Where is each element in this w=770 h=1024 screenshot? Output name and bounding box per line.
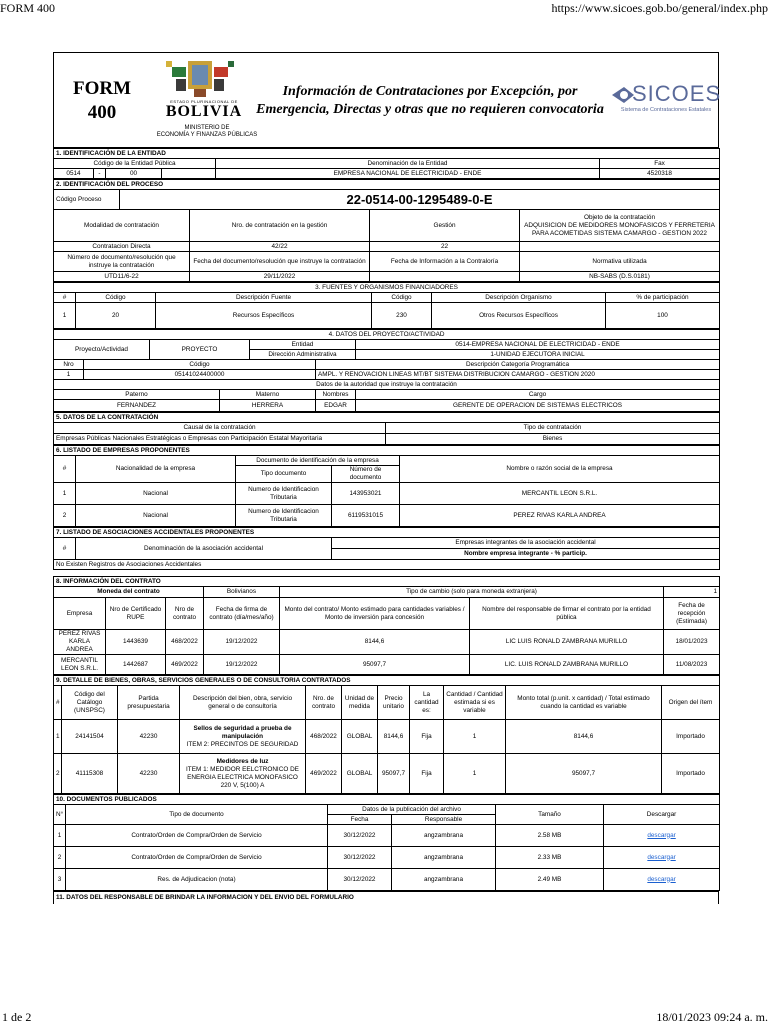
modalidad: Contratacion Directa [54,242,190,252]
cell-numero-doc: 6119531015 [332,505,400,527]
h-fecha-documento: Fecha del documento/resolución que instruye la contratación [190,252,370,272]
h-tipo-doc: Tipo documento [236,466,332,483]
bolivia-small: ESTADO PLURINACIONAL DE [170,99,238,104]
desc-bold: Medidores de luz [216,757,269,765]
cell-recepcion: 18/01/2023 [664,630,720,655]
cargo: GERENTE DE OPERACION DE SISTEMAS ELECTRICOS [356,400,720,412]
cell-certificado: 1442687 [106,655,166,675]
h-responsable: Responsable [392,815,496,825]
cell-num: 1 [54,720,62,754]
h-precio: Precio unitario [378,686,410,720]
fax: 4520318 [600,169,720,179]
form-banner [53,52,722,148]
download-link[interactable]: descargar [647,875,676,883]
h-codigo-fuente: Código [76,293,156,303]
cell-nacionalidad: Nacional [76,483,236,505]
tipo-cambio: 1 [664,587,720,598]
cell-empresa: PEREZ RIVAS KARLA ANDREA [54,630,106,655]
print-title: FORM 400 [0,1,56,15]
h-entidad: Entidad [250,340,356,350]
table-row [54,720,720,754]
tipo-contratacion: Bienes [386,434,720,445]
cell-nombre: MERCANTIL LEON S.R.L. [400,483,720,505]
h-modalidad: Modalidad de contratación [54,210,190,242]
cell-tipo-doc: Numero de Identificacion Tributaria [236,505,332,527]
cell-num: 3 [54,869,66,891]
h-cantidad: Cantidad / Cantidad estimada si es variable [444,686,506,720]
h-cargo: Cargo [356,390,720,400]
cell-cantidad: 1 [444,720,506,754]
cell-fecha: 30/12/2022 [328,847,392,869]
h-origen: Origen del ítem [662,686,720,720]
section-10-title: 10. DOCUMENTOS PUBLICADOS [54,795,720,805]
desc-text: ITEM 2: PRECINTOS DE SEGURIDAD [186,740,299,748]
form-number: 400 [87,102,117,123]
h-catalogo: Código del Catálogo (UNSPSC) [62,686,118,720]
h-certificado: Nro de Certificado RUPE [106,598,166,630]
cell-certificado: 1443639 [106,630,166,655]
cell-fecha: 19/12/2022 [204,630,280,655]
nombres: EDGAR [316,400,356,412]
cell-num: 2 [54,505,76,527]
cell-descargar [604,869,720,891]
table-row [54,847,720,869]
section-9-table [53,675,720,794]
cell-tipo: Contrato/Orden de Compra/Orden de Servicio [66,847,328,869]
h-codigo-entidad: Código de la Entidad Pública [54,159,216,169]
ministry-line2: ECONOMÍA Y FINANZAS PÚBLICAS [156,132,258,138]
cell-descargar [604,847,720,869]
cell-organismo: Otros Recursos Específicos [432,303,606,329]
cell-fecha: 30/12/2022 [328,825,392,847]
ministry-line1: MINISTERIO DE [184,125,230,131]
empty-associations: No Existen Registros de Asociaciones Accidentales [54,560,720,570]
cell-recepcion: 11/08/2023 [664,655,720,675]
form-label: FORM [72,78,132,99]
desc-text: ITEM 1: MEDIDOR EELCTRONICO DE ENERGIA ELECTRICA MONOFASICO 220 V, 5(100) A [186,765,299,789]
cell-monto: 95097,7 [280,655,470,675]
cell-cantidad: 1 [444,754,506,794]
cell-nacionalidad: Nacional [76,505,236,527]
h-normativa: Normativa utilizada [520,252,720,272]
h-fecha: Fecha [328,815,392,825]
section-9-title: 9. DETALLE DE BIENES, OBRAS, SERVICIOS GENERALES O DE CONSULTORIA CONTRATADOS [54,676,720,686]
h-codigo-proceso: Código Proceso [54,190,120,210]
nro-documento: UTD11/6-22 [54,272,190,282]
paterno: FERNANDEZ [54,400,220,412]
cell-contrato: 468/2022 [306,720,342,754]
h-responsable: Nombre del responsable de firmar el contrato por la entidad pública [470,598,664,630]
h-nombres: Nombres [316,390,356,400]
codigo-a: 0514 [54,169,94,179]
section-4-title: 4. DATOS DEL PROYECTO/ACTIVIDAD [54,330,720,340]
section-1-table [53,148,720,179]
h-fecha-recepcion: Fecha de recepción (Estimada) [664,598,720,630]
h-num: # [54,456,76,483]
cell-responsable: LIC. LUIS RONALD ZAMBRANA MURILLO [470,655,664,675]
table-row [54,754,720,794]
cell-fecha: 19/12/2022 [204,655,280,675]
cell-unidad: GLOBAL [342,754,378,794]
h-tipo-cambio: Tipo de cambio (solo para moneda extranjera) [280,587,664,598]
h-gestion: Gestión [370,210,520,242]
section-8-title: 8. INFORMACIÓN DEL CONTRATO [54,577,720,587]
page-title [250,83,610,119]
h-monto: Monto del contrato/ Monto estimado para cantidades variables / Monto de inversión para concesión [280,598,470,630]
h-monto-total: Monto total (p.unit. x cantidad) / Total estimado cuando la cantidad es variable [506,686,662,720]
cell-contrato: 469/2022 [306,754,342,794]
h-direccion: Dirección Administrativa [250,350,356,360]
table-row [54,505,720,527]
cell-responsable: angzambrana [392,869,496,891]
cell-num: 2 [54,847,66,869]
h-documento: Documento de identificación de la empresa [236,456,400,466]
h-tipo-documento: Tipo de documento [66,805,328,825]
cell-tamano: 2.49 MB [496,869,604,891]
cell-cantidad-es: Fija [410,720,444,754]
h-numero-doc: Número de documento [332,466,400,483]
fecha-documento: 29/11/2022 [190,272,370,282]
cell-origen: Importado [662,754,720,794]
h-objeto: Objeto de la contratación [583,213,656,221]
h-tamano: Tamaño [496,805,604,825]
bolivia-name: BOLIVIA [165,103,243,120]
objeto-cell [520,210,720,242]
section-5-title: 5. DATOS DE LA CONTRATACIÓN [54,413,720,423]
materno: HERRERA [220,400,316,412]
cell-tipo-doc: Numero de Identificacion Tributaria [236,483,332,505]
form-title [62,77,142,125]
codigo-cat: 05141024400000 [84,370,316,380]
h-empresa: Empresa [54,598,106,630]
h-descripcion: Descripción del bien, obra, servicio general o de consultoría [180,686,306,720]
h-materno: Materno [220,390,316,400]
h-integrantes: Empresas integrantes de la asociación accidental [332,538,720,549]
cell-contrato: 469/2022 [166,655,204,675]
cell-contrato: 468/2022 [166,630,204,655]
objeto: ADQUISICION DE MEDIDORES MONOFASICOS Y FERRETERIA PARA ACOMETIDAS SISTEMA CAMARGO - GESTION 2022 [524,221,715,237]
codigo-proceso: 22-0514-00-1295489-0-E [120,190,720,210]
cell-partida: 42230 [118,754,180,794]
cell-fuente: Recursos Específicos [156,303,372,329]
h-fax: Fax [600,159,720,169]
normativa: NB-SABS (D.S.0181) [520,272,720,282]
ministry-label [142,125,272,139]
h-desc-org: Descripción Organismo [432,293,606,303]
h-denominacion: Denominación de la asociación accidental [76,538,332,560]
section-7-table [53,527,720,570]
h-moneda: Moneda del contrato [54,587,204,598]
cell-tipo: Res. de Adjudicacion (nota) [66,869,328,891]
h-nro-contrato: Nro de contrato [166,598,204,630]
download-link[interactable]: descargar [647,853,676,861]
proyecto: PROYECTO [150,340,250,360]
cell-num: 2 [54,754,62,794]
print-url: https://www.sicoes.gob.bo/general/index.php [551,1,768,15]
h-desc-cat: Descripción Categoría Programática [316,360,720,370]
h-nacionalidad: Nacionalidad de la empresa [76,456,236,483]
bolivia-wordmark [144,99,264,120]
denominacion: EMPRESA NACIONAL DE ELECTRICIDAD - ENDE [216,169,600,179]
cell-responsable: angzambrana [392,825,496,847]
cell-partida: 42230 [118,720,180,754]
cell-responsable: LIC LUIS RONALD ZAMBRANA MURILLO [470,630,664,655]
cell-origen: Importado [662,720,720,754]
section-5-table [53,412,720,445]
h-partida: Partida presupuestaria [118,686,180,720]
cell-catalogo: 24141504 [62,720,118,754]
cell-tipo: Contrato/Orden de Compra/Orden de Servicio [66,825,328,847]
cell-numero-doc: 143953021 [332,483,400,505]
table-row [54,483,720,505]
cell-monto: 95097,7 [506,754,662,794]
h-num: # [54,293,76,303]
cell-tamano: 2.58 MB [496,825,604,847]
section-11-title: 11. DATOS DEL RESPONSABLE DE BRINDAR LA INFORMACION Y DEL ENVIO DEL FORMULARIO [54,892,719,904]
h-fecha-informacion: Fecha de Información a la Contraloría [370,252,520,272]
h-nro-documento: Número de documento/resolución que instruye la contratación [54,252,190,272]
nro: 1 [54,370,84,380]
section-7-title: 7. LISTADO DE ASOCIACIONES ACCIDENTALES PROPONENTES [54,528,720,538]
h-nombre: Nombre o razón social de la empresa [400,456,720,483]
h-nombre-pct: Nombre empresa integrante - % particip. [332,549,720,560]
cell-precio: 8144,6 [378,720,410,754]
h-num: # [54,686,62,720]
h-codigo-cat: Código [84,360,316,370]
desc-bold: Sellos de seguridad a prueba de manipulación [193,724,292,740]
h-cantidad-es: La cantidad es: [410,686,444,720]
h-num: # [54,538,76,560]
h-num: N° [54,805,66,825]
section-11-table [53,891,719,904]
h-proyecto: Proyecto/Actividad [54,340,150,360]
h-fecha-firma: Fecha de firma de contrato (día/mes/año) [204,598,280,630]
direccion: 1-UNIDAD EJECUTORA INICIAL [356,350,720,360]
cell-responsable: angzambrana [392,847,496,869]
cell-num: 1 [54,483,76,505]
section-8-table [53,576,720,675]
h-nro-contratacion: Nro. de contratación en la gestión [190,210,370,242]
section-4-table [53,329,720,412]
h-nro: Nro [54,360,84,370]
section-10-table [53,794,720,891]
h-tipo-contratacion: Tipo de contratación [386,423,720,434]
title-line2: Emergencia, Directas y otras que no requieren convocatoria [256,102,604,117]
cell-codigo2: 230 [372,303,432,329]
cell-nombre: PEREZ RIVAS KARLA ANDREA [400,505,720,527]
cell-pct: 100 [606,303,720,329]
table-row [54,655,720,675]
cell-descargar [604,825,720,847]
table-row [54,825,720,847]
cell-precio: 95097,7 [378,754,410,794]
h-denominacion: Denominación de la Entidad [216,159,600,169]
cell-unidad: GLOBAL [342,720,378,754]
section-2-table [53,179,720,282]
download-link[interactable]: descargar [647,831,676,839]
h-causal: Causal de la contratación [54,423,386,434]
cell-empresa: MERCANTIL LEON S.R.L. [54,655,106,675]
h-paterno: Paterno [54,390,220,400]
print-footer [0,1008,770,1024]
section-3-table [53,282,720,329]
section-3-title: 3. FUENTES Y ORGANISMOS FINANCIADORES [54,283,720,293]
h-pct: % de participación [606,293,720,303]
cell-cantidad-es: Fija [410,754,444,794]
h-unidad: Unidad de medida [342,686,378,720]
cell-descripcion [180,754,306,794]
print-timestamp: 18/01/2023 09:24 a. m. [656,1010,768,1024]
h-datos-publicacion: Datos de la publicación del archivo [328,805,496,815]
objeto-empty [520,242,720,252]
codigo-b: 00 [106,169,162,179]
title-line1: Información de Contrataciones por Excepción, por [282,84,578,99]
section-6-title: 6. LISTADO DE EMPRESAS PROPONENTES [54,446,720,456]
section-1-title: 1. IDENTIFICACIÓN DE LA ENTIDAD [54,149,720,159]
page-number: 1 de 2 [2,1010,32,1024]
cell-tamano: 2.33 MB [496,847,604,869]
cell-fecha: 30/12/2022 [328,869,392,891]
section-6-table [53,445,720,527]
h-descargar: Descargar [604,805,720,825]
sicoes-subtitle: Sistema de Contrataciones Estatales [620,107,712,113]
h-codigo-org: Código [372,293,432,303]
nro-contratacion: 42/22 [190,242,370,252]
cell-codigo: 20 [76,303,156,329]
h-autoridad: Datos de la autoridad que instruye la contratación [54,380,720,390]
gestion: 22 [370,242,520,252]
sicoes-wordmark: SICOES [632,81,722,106]
moneda: Bolivianos [204,587,280,598]
codigo-empty [162,169,216,179]
table-row [54,630,720,655]
cell-num: 1 [54,303,76,329]
cell-num: 1 [54,825,66,847]
codigo-sep: - [94,169,106,179]
cell-descripcion [180,720,306,754]
print-header [0,0,770,16]
cell-catalogo: 41115308 [62,754,118,794]
cell-monto: 8144,6 [280,630,470,655]
fecha-informacion [370,272,520,282]
form-page [53,52,722,904]
section-2-title: 2. IDENTIFICACIÓN DEL PROCESO [54,180,720,190]
entidad: 0514-EMPRESA NACIONAL DE ELECTRICIDAD - ENDE [356,340,720,350]
h-desc-fuente: Descripción Fuente [156,293,372,303]
desc-cat: AMPL. Y RENOVACION LINEAS MT/BT SISTEMA DISTRIBUCION CAMARGO - GESTION 2020 [316,370,720,380]
causal: Empresas Públicas Nacionales Estratégicas o Empresas con Participación Estatal Mayoritaria [54,434,386,445]
table-row [54,869,720,891]
cell-monto: 8144,6 [506,720,662,754]
table-row [54,303,720,329]
h-contrato: Nro. de contrato [306,686,342,720]
